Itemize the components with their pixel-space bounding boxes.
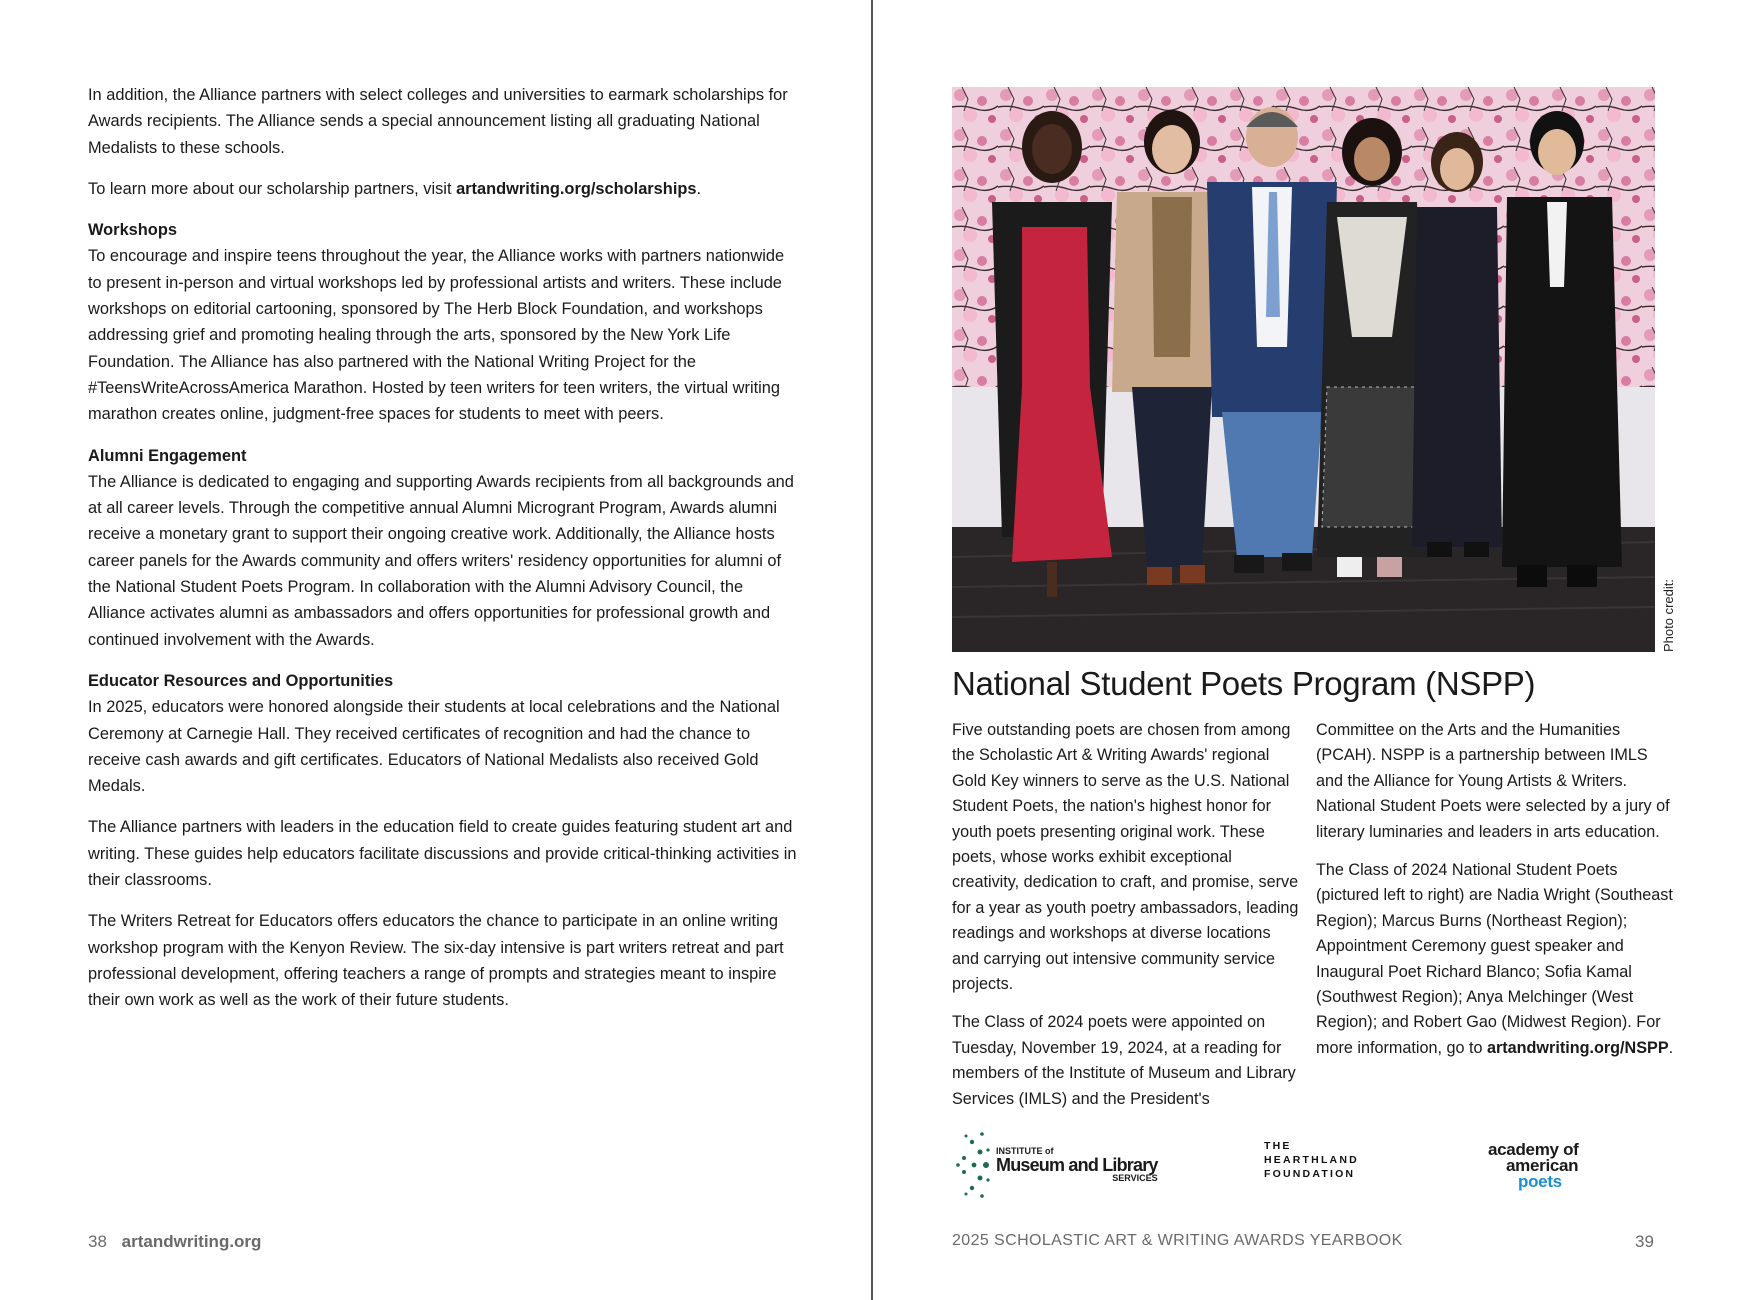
left-footer — [88, 1232, 261, 1252]
workshops-body: To encourage and inspire teens throughout the year, the Alliance works with partners nationwide to present in-person and virtual workshops led by professional artists and writers. These include workshops on editorial cartooning, sponsored by The Herb Block Foundation, and workshops addressing grief and promoting healing through the arts, sponsored by the New York Life Foundation. The Alliance has also partnered with the National Writing Project for the #TeensWriteAcrossAmerica Marathon. Hosted by teen writers for teen writers, the virtual writing marathon creates online, judgment-free spaces for students to meet with peers. — [88, 247, 785, 424]
scholarships-link[interactable]: artandwriting.org/scholarships — [456, 179, 697, 198]
right-page-number: 39 — [1635, 1232, 1654, 1251]
imls-logo — [952, 1130, 1158, 1200]
nspp-title: National Student Poets Program (NSPP) — [952, 665, 1536, 702]
aap-line-2 — [1488, 1158, 1579, 1190]
yearbook-footer-title: 2025 SCHOLASTIC ART & WRITING AWARDS YEARBOOK — [952, 1232, 1403, 1249]
imls-services-text: SERVICES — [1112, 1173, 1158, 1183]
alumni-section — [88, 443, 798, 653]
group-photo-illustration — [952, 87, 1655, 652]
scholarship-link-suffix: . — [696, 179, 702, 198]
imls-wordmark — [996, 1147, 1158, 1183]
heartland-line-1: THE — [1264, 1140, 1292, 1152]
guides-paragraph: The Alliance partners with leaders in the education field to create guides featuring student art and writing. These guides help educators facilitate discussions and provide critical-thinking activities in their classrooms. — [88, 818, 797, 890]
left-text-column — [88, 82, 798, 1029]
writers-retreat-paragraph: The Writers Retreat for Educators offers educators the chance to participate in an online writing workshop program with the Kenyon Review. The six-day intensive is part writers retreat and part professional development, offering teachers a range of prompts and strategies meant to inspire their own work as well as the work of their future students. — [88, 912, 784, 1010]
alumni-body: The Alliance is dedicated to engaging and supporting Awards recipients from all backgrounds and at all career levels. Through the competitive annual Alumni Microgrant Program, Awards alumni receive a monetary grant to support their ongoing creative work. Additionally, the Alliance hosts career panels for the Awards community and offers writers' residency opportunities for alumni of the National Student Poets Program. In collaboration with the Alumni Advisory Council, the Alliance activates alumni as ambassadors and offers opportunities for professional growth and continued involvement with the Awards. — [88, 472, 794, 649]
academy-of-american-poets-logo — [1488, 1142, 1579, 1190]
aap-american: american — [1506, 1156, 1579, 1175]
photo-credit: Photo credit: — [1661, 579, 1676, 652]
scholarship-paragraph: In addition, the Alliance partners with select colleges and universities to earmark scholarships for Awards recipients. The Alliance sends a special announcement listing all graduating National Medalists to these schools. — [88, 86, 788, 157]
heartland-line-3: FOUNDATION — [1264, 1168, 1356, 1180]
nspp-partnership-paragraph: Committee on the Arts and the Humanities (PCAH). NSPP is a partnership between IMLS and the Alliance for Young Artists & Writers. National Student Poets were selected by a jury of literary luminaries and leaders in arts education. — [1316, 721, 1670, 841]
footer-site-link[interactable]: artandwriting.org — [121, 1232, 262, 1251]
group-photo — [952, 87, 1655, 652]
right-page — [874, 0, 1740, 1300]
nspp-intro-paragraph: Five outstanding poets are chosen from among the Scholastic Art & Writing Awards' regional Gold Key winners to serve as the U.S. National Student Poets, the nation's highest honor for youth poets presenting original work. These poets, whose works exhibit exceptional creativity, dedication to craft, and promise, serve for a year as youth poetry ambassadors, leading readings and workshops at diverse locations and carrying out intensive community service projects. — [952, 721, 1299, 994]
educator-body: In 2025, educators were honored alongside their students at local celebrations and the National Ceremony at Carnegie Hall. They received certificates of recognition and had the chance to receive cash awards and gift certificates. Educators of National Medalists also received Gold Medals. — [88, 698, 780, 796]
nspp-link-suffix: . — [1668, 1038, 1674, 1057]
aap-poets: poets — [1518, 1172, 1562, 1191]
scholarship-link-prefix: To learn more about our scholarship partners, visit — [88, 179, 457, 198]
imls-big-text: Museum and Library — [996, 1155, 1158, 1175]
workshops-heading: Workshops — [88, 221, 177, 240]
imls-starburst-icon — [952, 1130, 992, 1200]
alumni-heading: Alumni Engagement — [88, 446, 247, 465]
educator-heading: Educator Resources and Opportunities — [88, 671, 394, 690]
left-page-number: 38 — [88, 1232, 107, 1251]
educator-section — [88, 668, 798, 799]
partner-logos — [952, 1130, 1656, 1202]
nspp-class-text: The Class of 2024 National Student Poets (pictured left to right) are Nadia Wright (Southeast Region); Marcus Burns (Northeast Region); Appointment Ceremony guest speaker and Inaugural Poet Richard Blanco; Sofia Kamal (Southwest Region); Anya Melchinger (West Region); and Robert Gao (Midwest Region). For more information, go to — [1316, 861, 1673, 1057]
scholarship-link-paragraph — [88, 176, 798, 202]
nspp-link[interactable]: artandwriting.org/NSPP — [1486, 1038, 1669, 1057]
nspp-appointment-paragraph: The Class of 2024 poets were appointed on Tuesday, November 19, 2024, at a reading for members of the Institute of Museum and Library Services (IMLS) and the President's — [952, 1013, 1296, 1108]
heartland-foundation-logo — [1264, 1139, 1359, 1181]
nspp-column-2 — [1316, 718, 1676, 1074]
nspp-class-paragraph — [1316, 858, 1676, 1061]
aap-line-1: academy of — [1488, 1140, 1579, 1159]
heartland-line-2: HEARTHLAND — [1264, 1154, 1359, 1166]
nspp-column-1 — [952, 718, 1302, 1125]
workshops-section — [88, 217, 798, 427]
imls-small-text: INSTITUTE of — [996, 1146, 1054, 1156]
